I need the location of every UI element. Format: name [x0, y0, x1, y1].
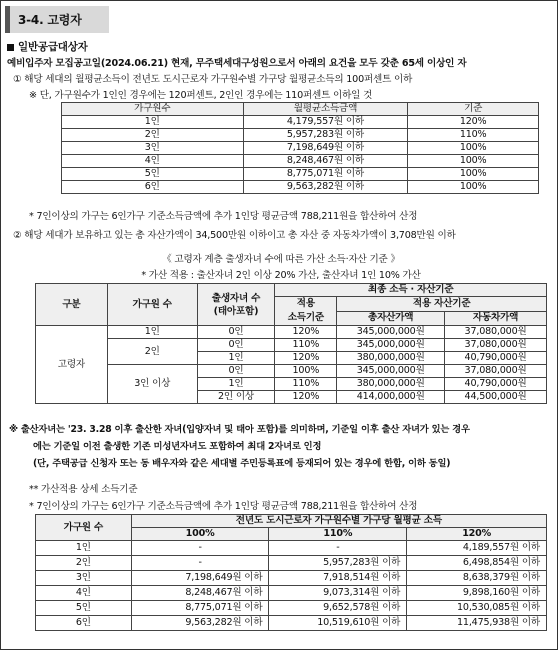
note-children-a: ※ 출산자녀는 '23. 3.28 이후 출산한 자녀(입양자녀 및 태아 포함)를 의미하며, 기준일 이후 출산 자녀가 있는 경우	[9, 424, 470, 435]
cell-asset: 380,000,000원	[337, 378, 445, 391]
cell-size: 6인	[36, 616, 132, 631]
cell-size: 4인	[62, 155, 244, 168]
detail-income-table	[35, 514, 547, 631]
cell-asset: 414,000,000원	[337, 391, 445, 404]
th-children	[197, 284, 275, 326]
th-standard: 기준	[408, 103, 539, 116]
table-row	[36, 541, 547, 556]
th-110: 110%	[269, 528, 407, 541]
th-income: 소득기준	[287, 312, 324, 323]
cell-amount: 4,179,557원 이하	[243, 116, 408, 129]
cell-car: 37,080,000원	[445, 339, 547, 352]
cell-std: 100%	[408, 168, 539, 181]
cell-amount: 8,248,467원 이하	[243, 155, 408, 168]
subsection-title: 일반공급대상자	[18, 41, 88, 53]
income-table	[61, 102, 539, 194]
th-income-std	[275, 297, 337, 326]
cell-car: 40,790,000원	[445, 378, 547, 391]
cell-size: 1인	[36, 541, 132, 556]
th-children-label: 출생자녀 수	[211, 292, 261, 304]
cell-size: 5인	[62, 168, 244, 181]
cell-std: 100%	[408, 142, 539, 155]
cell-car: 37,080,000원	[445, 365, 547, 378]
th-applied: 적용	[296, 298, 315, 309]
cell-size: 5인	[36, 601, 132, 616]
cell-asset: 380,000,000원	[337, 352, 445, 365]
cell-std: 100%	[408, 181, 539, 194]
cell-p100: 9,563,282원 이하	[131, 616, 269, 631]
condition-1-note: ※ 단, 가구원수가 1인인 경우에는 120퍼센트, 2인인 경우에는 110퍼센트 이하일 것	[29, 90, 373, 101]
cell-p120: 8,638,379원 이하	[407, 571, 547, 586]
note-children-b: 에는 기준일 이전 출생한 기존 미성년자녀도 포함하여 최대 2자녀로 인정	[33, 441, 322, 452]
table-row	[62, 155, 539, 168]
cell-size: 2인	[62, 129, 244, 142]
cell-amount: 7,198,649원 이하	[243, 142, 408, 155]
cell-p110: 5,957,283원 이하	[269, 556, 407, 571]
cell-amount: 9,563,282원 이하	[243, 181, 408, 194]
table-row	[62, 116, 539, 129]
subsection-heading	[7, 39, 88, 54]
table-row	[62, 142, 539, 155]
cell-income: 120%	[275, 352, 337, 365]
square-bullet-icon	[7, 44, 14, 51]
cell-asset: 345,000,000원	[337, 339, 445, 352]
cell-p120: 9,898,160원 이하	[407, 586, 547, 601]
cell-income: 120%	[275, 326, 337, 339]
table-row	[36, 339, 547, 352]
table-row	[36, 586, 547, 601]
table-row	[36, 556, 547, 571]
th-total-asset: 총자산가액	[337, 311, 445, 326]
cell-car: 37,080,000원	[445, 326, 547, 339]
section-title: 3-4. 고령자	[5, 6, 109, 33]
th-asset-std: 적용 자산기준	[337, 297, 547, 312]
condition-1: ① 해당 세대의 월평균소득이 전년도 도시근로자 가구원수별 가구당 월평균소득의 100퍼센트 이하	[13, 74, 413, 85]
cell-size: 4인	[36, 586, 132, 601]
cell-p100: 8,775,071원 이하	[131, 601, 269, 616]
table2-title: 《 고령자 계층 출생자녀 수에 따른 가산 소득·자산 기준 》	[162, 254, 400, 265]
th-max: 최종 소득 · 자산기준	[275, 284, 547, 297]
cell-children: 1인	[197, 352, 275, 365]
cell-children: 2인 이상	[197, 391, 275, 404]
table-row	[62, 181, 539, 194]
th-group: 전년도 도시근로자 가구원수별 가구당 월평균 소득	[131, 515, 546, 528]
cell-p120: 4,189,557원 이하	[407, 541, 547, 556]
cell-std: 120%	[408, 116, 539, 129]
cell-p100: -	[131, 556, 269, 571]
detail-note: * 7인이상의 가구는 6인가구 기준소득금액에 추가 1인당 평균금액 788,211원을 합산하여 산정	[29, 501, 418, 512]
cell-asset: 345,000,000원	[337, 365, 445, 378]
intro-text: 예비입주자 모집공고일(2024.06.21) 현재, 무주택세대구성원으로서 아래의 요건을 모두 갖춘 65세 이상인 자	[7, 58, 467, 69]
table-row	[36, 571, 547, 586]
cell-p110: 10,519,610원 이하	[269, 616, 407, 631]
th-size: 가구원 수	[107, 284, 197, 326]
th-size: 가구원 수	[36, 515, 132, 541]
table-row	[36, 326, 547, 339]
detail-title: ** 가산적용 상세 소득기준	[29, 484, 138, 495]
cell-p110: 9,652,578원 이하	[269, 601, 407, 616]
th-car: 자동차가액	[445, 311, 547, 326]
cell-income: 110%	[275, 378, 337, 391]
cell-p120: 10,530,085원 이하	[407, 601, 547, 616]
cell-size: 2인	[36, 556, 132, 571]
cell-amount: 8,775,071원 이하	[243, 168, 408, 181]
cell-car: 40,790,000원	[445, 352, 547, 365]
cell-p110: 9,073,314원 이하	[269, 586, 407, 601]
cell-std: 100%	[408, 155, 539, 168]
cell-p100: -	[131, 541, 269, 556]
th-children-sub: (태아포함)	[213, 305, 259, 317]
table-row	[36, 601, 547, 616]
table-row	[62, 168, 539, 181]
cell-p100: 7,198,649원 이하	[131, 571, 269, 586]
cell-children: 0인	[197, 365, 275, 378]
cell-p110: 7,918,514원 이하	[269, 571, 407, 586]
cell-asset: 345,000,000원	[337, 326, 445, 339]
cell-size: 3인	[62, 142, 244, 155]
th-income-amount: 월평균소득금액	[243, 103, 408, 116]
table2-subtitle: * 가산 적용 : 출산자녀 2인 이상 20% 가산, 출산자녀 1인 10% 가산	[141, 270, 421, 281]
condition-2: ② 해당 세대가 보유하고 있는 총 자산가액이 34,500만원 이하이고 총 자산 중 자동차가액이 3,708만원 이하	[13, 230, 456, 241]
note-children-c: (단, 주택공급 신청자 또는 동 배우자와 같은 세대별 주민등록표에 등재되어 있는 경우에 한함, 이하 동일)	[33, 458, 451, 469]
cell-size: 1인	[107, 326, 197, 339]
cell-size: 6인	[62, 181, 244, 194]
cell-amount: 5,957,283원 이하	[243, 129, 408, 142]
cell-income: 100%	[275, 365, 337, 378]
table-row	[36, 616, 547, 631]
cell-children: 1인	[197, 378, 275, 391]
cell-size: 2인	[107, 339, 197, 365]
cell-size: 1인	[62, 116, 244, 129]
cell-group: 고령자	[36, 326, 108, 404]
cell-p110: -	[269, 541, 407, 556]
cell-size: 3인	[36, 571, 132, 586]
table-row	[36, 365, 547, 378]
th-type: 구분	[36, 284, 108, 326]
th-100: 100%	[131, 528, 269, 541]
cell-car: 44,500,000원	[445, 391, 547, 404]
asset-table	[35, 283, 547, 404]
cell-size: 3인 이상	[107, 365, 197, 404]
cell-income: 110%	[275, 339, 337, 352]
cell-p100: 8,248,467원 이하	[131, 586, 269, 601]
cell-income: 120%	[275, 391, 337, 404]
th-120: 120%	[407, 528, 547, 541]
table-row	[62, 129, 539, 142]
cell-children: 0인	[197, 339, 275, 352]
cell-children: 0인	[197, 326, 275, 339]
th-household-size: 가구원수	[62, 103, 244, 116]
table1-note: * 7인이상의 가구는 6인가구 기준소득금액에 추가 1인당 평균금액 788,211원을 합산하여 산정	[29, 211, 418, 222]
cell-std: 110%	[408, 129, 539, 142]
cell-p120: 11,475,938원 이하	[407, 616, 547, 631]
cell-p120: 6,498,854원 이하	[407, 556, 547, 571]
